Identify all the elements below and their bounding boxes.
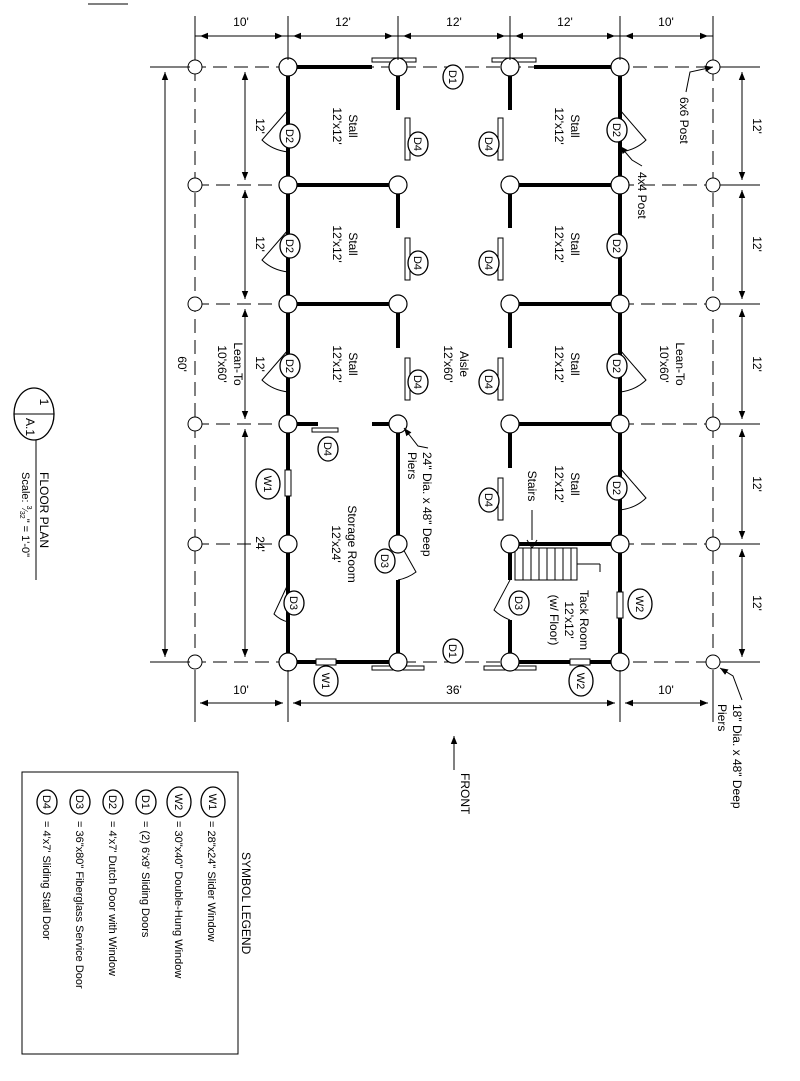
tag-d4-text: D4 — [482, 374, 494, 390]
drawing-scale: Scale: $^3_⁄$32" = 1'-0" — [18, 472, 32, 558]
dim-top-2: 12' — [335, 15, 351, 29]
scale-prefix: Scale: — [19, 472, 31, 506]
tag-d2-text: D2 — [610, 358, 622, 374]
stall-name: Stall — [346, 232, 360, 256]
aisle-name: Aisle — [457, 350, 471, 378]
tack-note: (w/ Floor) — [547, 594, 561, 646]
storage-size: 12'x24' — [329, 525, 343, 563]
tag-d1 — [443, 65, 463, 89]
dim-top-5: 10' — [658, 15, 674, 29]
lean-to-size: 10'x60' — [657, 345, 671, 383]
tag-w1-text: W1 — [261, 475, 273, 493]
legend-row-d2 — [103, 790, 123, 976]
tag-d2 — [607, 476, 627, 500]
tag-d2-text: D2 — [283, 358, 295, 374]
dim-top-4: 12' — [557, 15, 573, 29]
top-dimensions — [195, 15, 713, 60]
stall-size: 12'x12' — [552, 345, 566, 383]
tag-d4 — [408, 251, 428, 275]
stall-left-1 — [330, 107, 360, 144]
tag-d2-text: D2 — [283, 128, 295, 144]
tag-w1-text: W1 — [319, 672, 331, 690]
stall-name: Stall — [568, 472, 582, 496]
pier-18-line1: 18" Dia. x 48" Deep — [730, 704, 744, 809]
bottom-dimensions — [195, 670, 713, 722]
tag-w2-text: W2 — [633, 595, 645, 613]
pier-18-label — [715, 704, 744, 809]
dim-inner-1: 12' — [253, 118, 267, 134]
legend-text-w1: = 28"x24" Slider Window — [205, 821, 217, 942]
dim-top-1: 10' — [233, 15, 249, 29]
stall-size: 12'x12' — [552, 225, 566, 263]
tag-d1-text: D1 — [446, 643, 458, 659]
tag-w1 — [314, 666, 338, 696]
tag-w2 — [569, 666, 593, 696]
storage-room-label — [329, 505, 359, 582]
tag-d1-text: D1 — [446, 69, 458, 85]
tag-d4-text: D4 — [411, 136, 423, 152]
dim-left-overall: 60' — [175, 356, 189, 372]
legend-row-w1 — [201, 787, 225, 942]
dim-inner-3: 12' — [253, 356, 267, 372]
dim-right-2: 12' — [750, 236, 764, 252]
tag-d4 — [318, 437, 338, 461]
legend-row-d4 — [37, 790, 57, 940]
tack-size: 12'x12' — [562, 601, 576, 639]
tag-d3-text: D3 — [512, 595, 524, 611]
stall-name: Stall — [346, 114, 360, 138]
legend-title: SYMBOL LEGEND — [239, 852, 253, 955]
tag-d3 — [509, 591, 529, 615]
stall-left-2 — [330, 225, 360, 262]
stall-name: Stall — [568, 232, 582, 256]
legend-tag-w2: W2 — [172, 793, 184, 811]
detail-number: 1 — [37, 398, 51, 406]
tag-d1 — [443, 639, 463, 663]
legend-text-d2: = 4'x7' Dutch Door with Window — [106, 821, 118, 976]
tag-w2-text: W2 — [574, 672, 586, 690]
front-indicator — [454, 736, 472, 815]
left-inner-dimensions — [245, 72, 267, 657]
tag-d2 — [607, 354, 627, 378]
lean-to-right-label — [657, 342, 687, 386]
stall-left-3 — [330, 345, 360, 382]
tag-d4-text: D4 — [482, 255, 494, 271]
legend-tag-d2: D2 — [106, 794, 118, 810]
legend-text-d1: = (2) 6'x9' Sliding Doors — [139, 821, 151, 938]
tag-d2-text: D2 — [283, 238, 295, 254]
symbol-legend — [22, 772, 253, 1054]
tag-d2 — [607, 234, 627, 258]
front-label: FRONT — [458, 773, 472, 815]
right-dimensions — [720, 67, 764, 662]
tag-w2 — [628, 589, 652, 619]
legend-row-w2 — [167, 787, 191, 978]
tag-d4 — [408, 132, 428, 156]
tag-d2 — [280, 124, 300, 148]
stall-right-3 — [552, 345, 582, 382]
stall-size: 12'x12' — [330, 345, 344, 383]
detail-sheet: A.1 — [23, 417, 37, 437]
pier-24-label — [405, 452, 434, 557]
stall-right-2 — [552, 225, 582, 262]
post-4x4-label: 4x4 Post — [635, 172, 649, 219]
tag-d2 — [607, 118, 627, 142]
stall-size: 12'x12' — [330, 225, 344, 263]
legend-row-d1 — [136, 790, 156, 938]
tag-d4-text: D4 — [411, 374, 423, 390]
dim-right-3: 12' — [750, 356, 764, 372]
tag-d4 — [408, 370, 428, 394]
pier-24-line1: 24" Dia. x 48" Deep — [420, 452, 434, 557]
pier-18-line2: Piers — [715, 704, 729, 732]
scale-numerator: 3 — [25, 505, 32, 510]
scale-suffix: " = 1'-0" — [19, 518, 31, 558]
dim-inner-2: 12' — [253, 236, 267, 252]
dim-bottom-3: 10' — [658, 683, 674, 697]
tack-name: Tack Room — [577, 589, 591, 651]
dim-top-3: 12' — [446, 15, 462, 29]
stall-name: Stall — [346, 352, 360, 376]
aisle-size: 12'x60' — [441, 345, 455, 383]
tag-d3 — [284, 591, 304, 615]
dim-inner-4: 24' — [253, 536, 267, 552]
stall-right-4 — [552, 465, 582, 502]
tag-d2-text: D2 — [610, 238, 622, 254]
scale-denominator: 32 — [18, 510, 25, 519]
stall-size: 12'x12' — [552, 107, 566, 145]
tag-d2-text: D2 — [610, 122, 622, 138]
stall-right-1 — [552, 107, 582, 144]
lean-to-size: 10'x60' — [215, 345, 229, 383]
tag-d2 — [280, 354, 300, 378]
tag-d4-text: D4 — [321, 441, 333, 457]
lean-to-name: Lean-To — [231, 342, 245, 386]
tag-w1 — [256, 469, 280, 499]
left-overall-dimension — [150, 67, 190, 662]
stall-name: Stall — [568, 352, 582, 376]
tag-d4 — [479, 132, 499, 156]
legend-row-d3 — [70, 790, 90, 989]
dim-right-1: 12' — [750, 118, 764, 134]
tag-d4-text: D4 — [482, 492, 494, 508]
legend-text-d3: = 36"x80" Fiberglass Service Door — [73, 821, 85, 989]
tag-d3 — [375, 549, 395, 573]
dim-bottom-2: 36' — [446, 683, 462, 697]
lean-to-left-label — [215, 342, 245, 386]
legend-tag-w1: W1 — [206, 793, 218, 811]
tag-d4-text: D4 — [482, 136, 494, 152]
tack-room-label — [547, 590, 591, 650]
title-block — [14, 388, 54, 580]
dim-right-4: 12' — [750, 476, 764, 492]
legend-tag-d4: D4 — [40, 794, 52, 810]
legend-text-w2: = 30"x40" Double-Hung Window — [172, 821, 184, 979]
dim-right-5: 12' — [750, 595, 764, 611]
drawing-title: FLOOR PLAN — [37, 472, 51, 549]
legend-tag-d3: D3 — [73, 794, 85, 810]
legend-text-d4: = 4'x7' Sliding Stall Door — [40, 821, 52, 940]
tag-d2-text: D2 — [610, 480, 622, 496]
tag-d4 — [479, 251, 499, 275]
storage-name: Storage Room — [345, 505, 359, 583]
tag-d4-text: D4 — [411, 255, 423, 271]
legend-tag-d1: D1 — [139, 794, 151, 810]
stall-size: 12'x12' — [330, 107, 344, 145]
aisle-label — [441, 345, 471, 382]
post-6x6-label: 6x6 Post — [677, 97, 691, 144]
tag-d3-text: D3 — [378, 553, 390, 569]
stairs-label: Stairs — [525, 470, 539, 502]
tag-d4 — [479, 370, 499, 394]
tag-d3-text: D3 — [287, 595, 299, 611]
callouts — [404, 67, 744, 809]
stall-name: Stall — [568, 114, 582, 138]
stall-size: 12'x12' — [552, 465, 566, 503]
tag-d4 — [479, 488, 499, 512]
tag-d2 — [280, 234, 300, 258]
lean-to-name: Lean-To — [673, 342, 687, 386]
pier-24-line2: Piers — [405, 452, 419, 480]
dim-bottom-1: 10' — [233, 683, 249, 697]
